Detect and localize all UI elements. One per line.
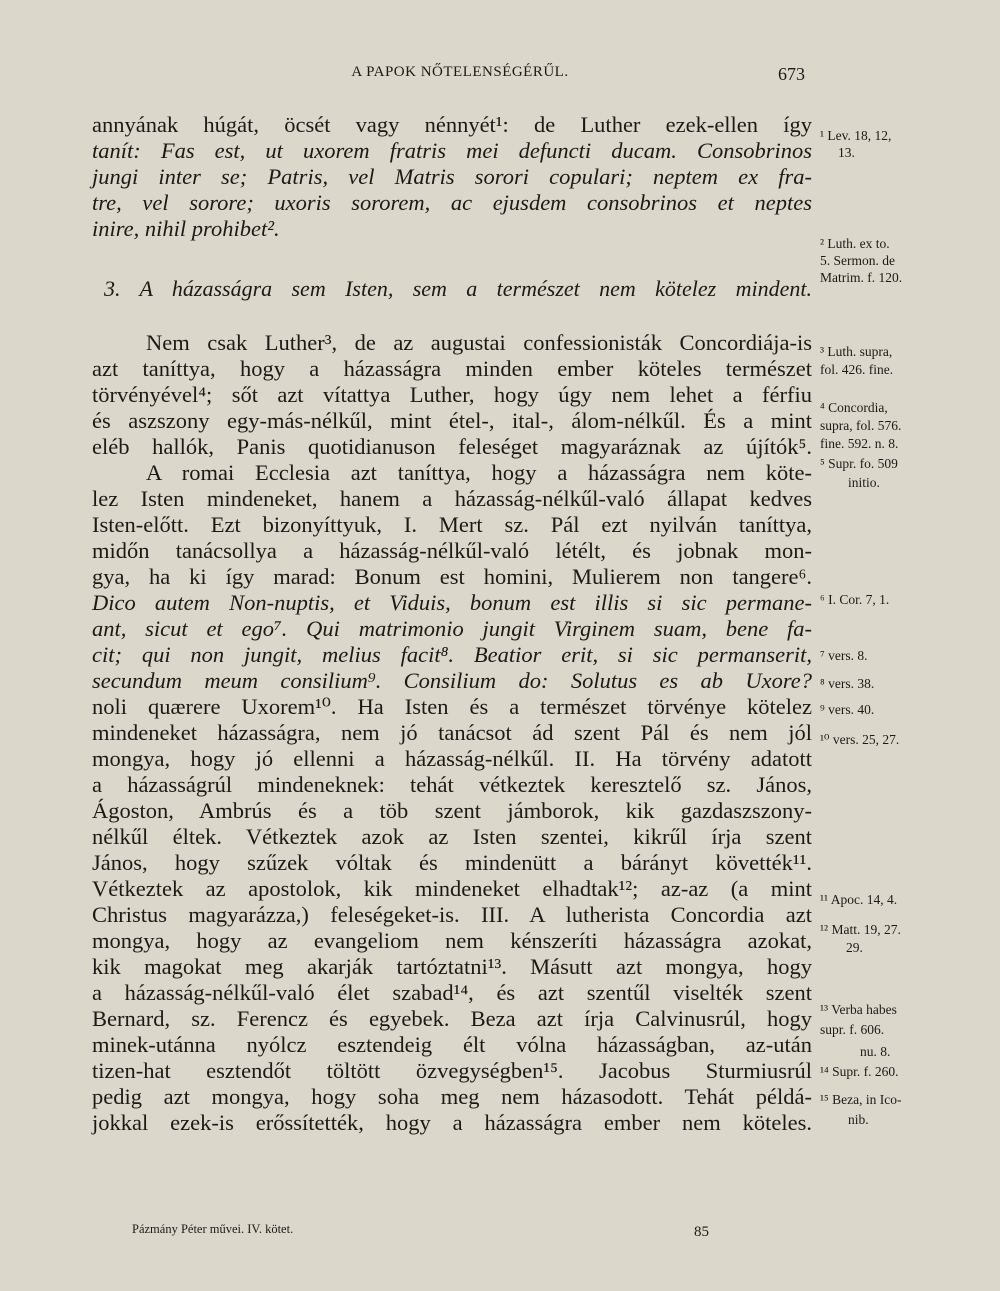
margin-note: nu. 8. (860, 1044, 891, 1059)
text-line: tizen-hat esztendőt töltött özvegységben¹⁵. Jacobus Sturmiusrúl (92, 1058, 812, 1083)
margin-note: ¹⁵ Beza, in Ico- (820, 1092, 902, 1107)
text-line: ant, sicut et ego⁷. Qui matrimonio jungit Virginem suam, bene fa- (92, 616, 812, 641)
text-line: jungi inter se; Patris, vel Matris sorori copulari; neptem ex fra- (92, 164, 812, 189)
text-line: inire, nihil prohibet². (92, 216, 280, 241)
margin-note: 29. (846, 940, 863, 955)
margin-note: ⁸ vers. 38. (820, 676, 875, 691)
margin-note: supra, fol. 576. (820, 418, 902, 433)
text-line: midőn tanácsollya a házasság-nélkűl-való létélt, és jobnak mon- (92, 538, 812, 563)
margin-note: ¹² Matt. 19, 27. (820, 922, 901, 937)
margin-note: ³ Luth. supra, (820, 344, 893, 359)
text-line: azt taníttya, hogy a házasságra minden ember köteles természet (92, 356, 812, 381)
margin-note: ⁶ I. Cor. 7, 1. (820, 592, 890, 607)
margin-note: nib. (848, 1112, 869, 1127)
text-line: Ágoston, Ambrús és a töb szent jámborok, kik gazdaszszony- (92, 798, 812, 823)
text-line: eléb hallók, Panis quotidianuson feleséget magyaráznak az újítók⁵. (92, 434, 812, 459)
text-line: a házasságrúl mindeneknek: tehát vétkeztek keresztelő sz. János, (92, 772, 812, 797)
text-line: pedig azt mongya, hogy soha meg nem házasodott. Tehát példá- (92, 1084, 812, 1109)
margin-note: Matrim. f. 120. (820, 270, 903, 285)
text-line: Vétkeztek az apostolok, kik mindeneket elhadtak¹²; az-az (a mint (92, 876, 812, 901)
text-line: mindeneket házasságra, nem jó tanácsot ád szent Pál és nem jól (92, 720, 812, 745)
text-line: és aszszony egy-más-nélkűl, mint étel-, ital-, álom-nélkűl. És a mint (92, 408, 812, 433)
footer-signature: Pázmány Péter művei. IV. kötet. (132, 1222, 294, 1236)
text-line: lez Isten mindeneket, hanem a házasság-nélkűl-való állapat kedves (92, 486, 812, 511)
text-line: jokkal ezek-is erőssítették, hogy a házasságra ember nem köteles. (92, 1110, 812, 1135)
text-line: Nem csak Luther³, de az augustai confessionisták Concordiája-is (146, 330, 812, 355)
margin-note: fine. 592. n. 8. (820, 436, 899, 451)
margin-note: fol. 426. fine. (820, 362, 894, 377)
text-line: noli quærere Uxorem¹⁰. Ha Isten és a természet törvénye kötelez (92, 694, 812, 719)
text-line: tanít: Fas est, ut uxorem fratris mei defuncti ducam. Consobrinos (92, 138, 812, 163)
margin-note: ⁵ Supr. fo. 509 (820, 456, 898, 471)
margin-note: ¹¹ Apoc. 14, 4. (820, 892, 898, 907)
text-line: secundum meum consilium⁹. Consilium do: Solutus es ab Uxore? (92, 668, 812, 693)
text-line: gya, ha ki így marad: Bonum est homini, Mulierem non tangere⁶. (92, 564, 812, 589)
margin-note: ⁴ Concordia, (820, 400, 888, 415)
page-number: 673 (778, 64, 805, 84)
text-line: a házasság-nélkűl-való élet szabad¹⁴, és azt szentűl viselték szent (92, 980, 812, 1005)
text-line: Christus magyarázza,) feleségeket-is. III. A lutherista Concordia azt (92, 902, 812, 927)
margin-note: ¹⁴ Supr. f. 260. (820, 1064, 899, 1079)
margin-note: ¹ Lev. 18, 12, (820, 128, 892, 143)
running-header (0, 64, 1000, 86)
text-line: János, hogy szűzek vóltak és mindenütt a bárányt követték¹¹. (92, 850, 812, 875)
text-line: nélkűl éltek. Vétkeztek azok az Isten szentei, kikrűl írja szent (92, 824, 812, 849)
margin-note: ⁹ vers. 40. (820, 702, 875, 717)
margin-note: 5. Sermon. de (820, 253, 895, 268)
margin-note: initio. (848, 475, 880, 490)
text-line: minek-utánna nyólcz esztendeig élt vólna házasságban, az-után (92, 1032, 812, 1057)
text-line: mongya, hogy jó ellenni a házasság-nélkűl. II. Ha törvény adatott (92, 746, 812, 771)
margin-note: ¹⁰ vers. 25, 27. (820, 732, 900, 747)
text-line: kik magokat meg akarják tartóztatni¹³. Másutt azt mongya, hogy (92, 954, 812, 979)
text-line: Dico autem Non-nuptis, et Viduis, bonum est illis si sic permane- (92, 590, 812, 615)
text-line: A romai Ecclesia azt taníttya, hogy a házasságra nem köte- (146, 460, 812, 485)
text-line: cit; qui non jungit, melius facit⁸. Beatior erit, si sic permanserit, (92, 642, 812, 667)
text-line: Bernard, sz. Ferencz és egyebek. Beza azt írja Calvinusrúl, hogy (92, 1006, 812, 1031)
margin-note: 13. (838, 145, 855, 160)
running-title: A PAPOK NŐTELENSÉGÉRŰL. (351, 64, 569, 80)
margin-note: ² Luth. ex to. (820, 236, 890, 251)
margin-note: ⁷ vers. 8. (820, 648, 868, 663)
text-line: mongya, hogy az evangeliom nem kénszeríti házasságra azokat, (92, 928, 812, 953)
text-line: annyának húgát, öcsét vagy nénnyét¹: de Luther ezek-ellen így (92, 112, 812, 137)
section-heading: 3. A házasságra sem Isten, sem a természet nem kötelez mindent. (104, 276, 812, 301)
margin-note: supr. f. 606. (820, 1022, 885, 1037)
text-line: tre, vel sorore; uxoris sororem, ac ejusdem consobrinos et neptes (92, 190, 812, 215)
text-line: Isten-előtt. Ezt bizonyíttyuk, I. Mert sz. Pál ezt nyilván taníttya, (92, 512, 812, 537)
text-line: törvényével⁴; sőt azt vítattya Luther, hogy úgy nem lehet a férfiu (92, 382, 812, 407)
margin-note: ¹³ Verba habes (820, 1002, 897, 1017)
signature-mark: 85 (694, 1224, 709, 1240)
